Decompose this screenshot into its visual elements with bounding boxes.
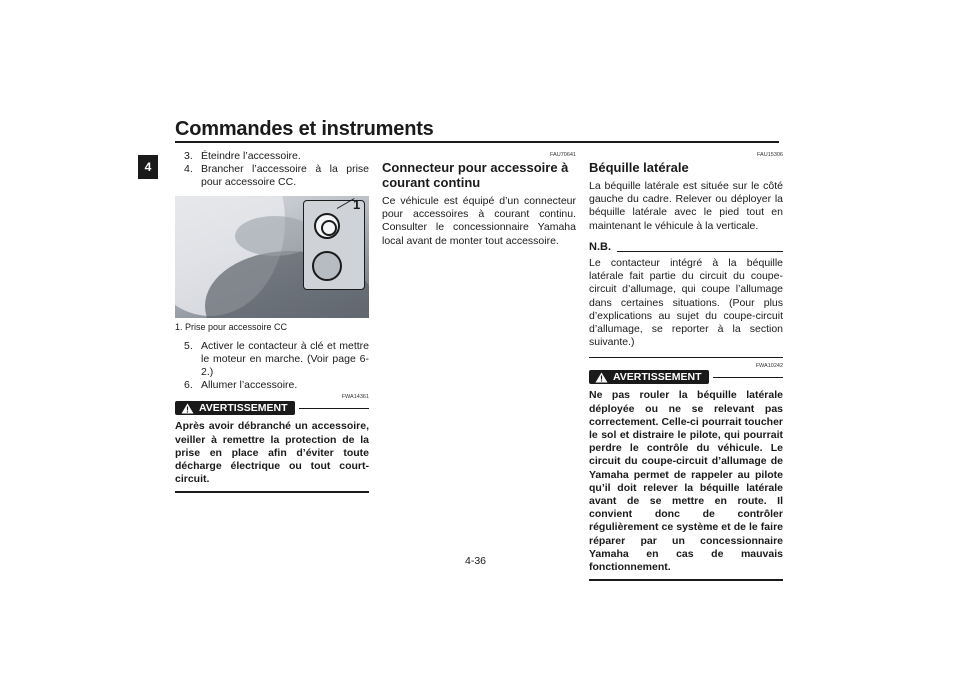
column-middle <box>382 150 576 248</box>
warning-badge <box>175 401 295 415</box>
step-6 <box>175 379 369 392</box>
note-end-rule <box>589 357 783 358</box>
warning-code: FWA14361 <box>341 394 369 401</box>
step-number: 6. <box>184 379 193 392</box>
warning-rule <box>713 377 783 379</box>
section-text: Ce véhicule est équipé d’un connecteur pour accessoires à courant continu. Consulter le concessionnaire Yamaha local avant de monter tout accessoire. <box>382 195 576 247</box>
page-title: Commandes et instruments <box>175 118 434 140</box>
section-title: Connecteur pour accessoire à courant continu <box>382 160 569 190</box>
warning-text: Ne pas rouler la béquille latérale déployée ou ne se relevant pas correctement. Celle-ci pourrait toucher le sol et distraire le pilote, qui pourrait perdre le contrôle du véhicule. Le circuit du coupe-circuit d’allumage de Yamaha permet de rappeler au pilote qu’il doit relever la béquille latérale avant de se mettre en route. Il convient donc de contrôler régulièrement ce système et de le faire réparer par un concessionnaire Yamaha en cas de mauvais fonctionnement. <box>589 389 783 574</box>
step-number: 5. <box>184 339 193 352</box>
warning-end-rule <box>589 579 783 581</box>
step-text: Éteindre l’accessoire. <box>201 150 301 162</box>
step-3 <box>175 150 369 163</box>
warning-triangle-icon <box>181 403 194 414</box>
note-label: N.B. <box>589 240 611 253</box>
warning-rule <box>299 408 369 410</box>
step-5 <box>175 340 369 380</box>
socket-inset <box>303 196 365 290</box>
chapter-tab: 4 <box>138 155 158 179</box>
section-code: FAU70641 <box>550 152 576 158</box>
warning-label: AVERTISSEMENT <box>199 401 288 414</box>
socket-opening-icon <box>312 251 342 281</box>
step-text: Activer le contacteur à clé et mettre le moteur en marche. (Voir page 6-2.) <box>201 339 369 379</box>
page-number: 4-36 <box>465 555 487 567</box>
warning-header <box>175 401 369 415</box>
section-title: Béquille latérale <box>589 160 689 175</box>
note-text: Le contacteur intégré à la béquille latérale fait partie du circuit du coupe-circuit d’allumage, qui coupe l’allumage dans certaines situations. (Pour plus d’explications au sujet du coupe-circuit d’allumage, se reporter à la section suivante.) <box>589 257 783 349</box>
step-number: 4. <box>184 163 193 176</box>
column-right <box>589 150 783 581</box>
step-text: Brancher l’accessoire à la prise pour accessoire CC. <box>201 163 369 189</box>
warning-text: Après avoir débranché un accessoire, veiller à remettre la protection de la prise en place afin d’éviter toute décharge électrique ou tout court-circuit. <box>175 420 369 486</box>
column-left <box>175 150 369 493</box>
step-text: Allumer l’accessoire. <box>201 379 298 392</box>
warning-label: AVERTISSEMENT <box>613 370 702 383</box>
socket-cap-icon <box>314 213 340 239</box>
step-number: 3. <box>184 150 193 162</box>
warning-header <box>589 370 783 384</box>
callout-number: 1 <box>353 196 361 212</box>
dc-socket-photo <box>175 196 369 318</box>
section-text: La béquille latérale est située sur le côté gauche du cadre. Relever ou déployer la béquille latérale avec le pied tout en maintenant le véhicule à la verticale. <box>589 180 783 232</box>
warning-code: FWA10242 <box>755 363 783 370</box>
header-rule <box>175 141 779 143</box>
warning-badge <box>589 370 709 384</box>
warning-end-rule <box>175 491 369 493</box>
photo-caption: 1. Prise pour accessoire CC <box>175 321 288 332</box>
note-header <box>589 241 783 254</box>
note-rule <box>617 251 783 252</box>
section-code: FAU15306 <box>757 152 783 158</box>
step-4 <box>175 163 369 189</box>
warning-triangle-icon <box>595 372 608 383</box>
